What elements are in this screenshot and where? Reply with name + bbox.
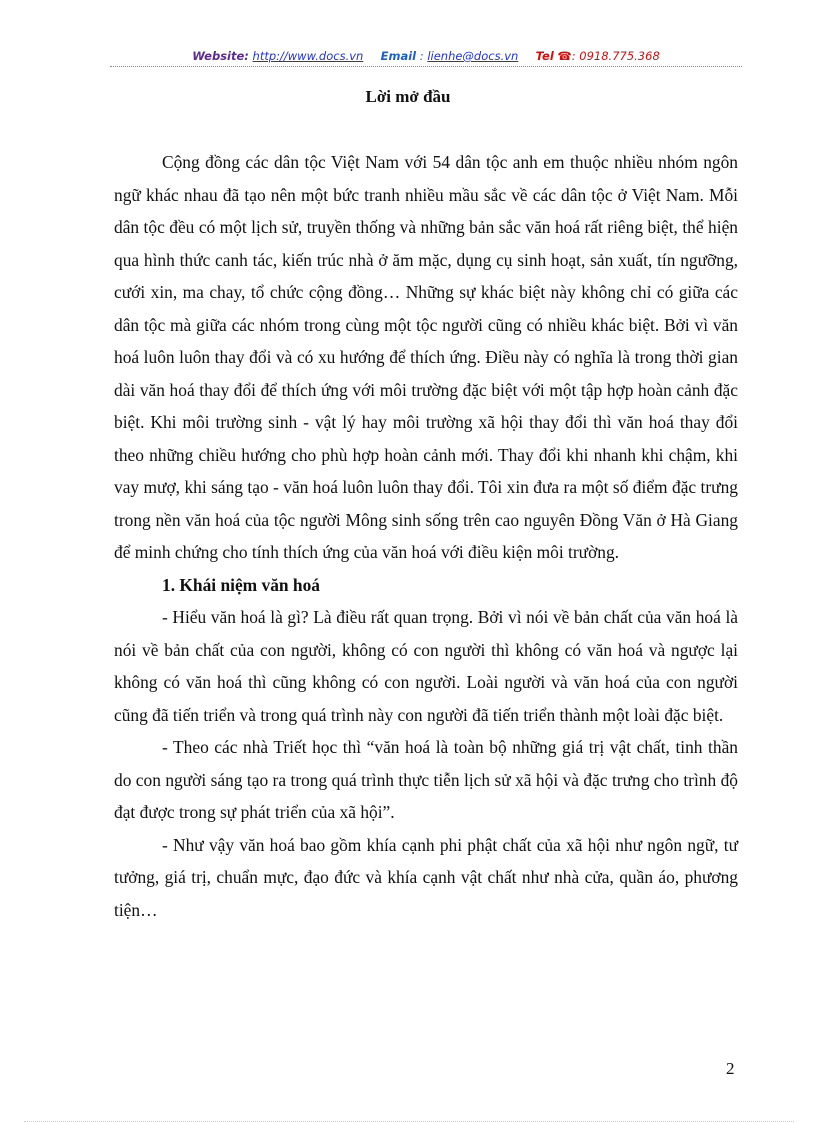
page-title: Lời mở đầu xyxy=(365,87,451,106)
website-label: Website: xyxy=(192,49,249,63)
email-label: Email xyxy=(380,49,417,63)
section-paragraph: - Hiểu văn hoá là gì? Là điều rất quan trọng. Bởi vì nói về bản chất của văn hoá là nói về bản chất của con người, không có con người thì không có văn hoá và ngược lại không có văn hoá thì cũng không có con người. Loài người và văn hoá của con người cũng đã tiến triển và trong quá trình này con người đã tiến triển thành một loài đặc biệt. xyxy=(114,607,738,725)
header-divider xyxy=(110,66,742,67)
email-link[interactable]: lienhe@docs.vn xyxy=(427,49,519,63)
intro-paragraph: Cộng đồng các dân tộc Việt Nam với 54 dân tộc anh em thuộc nhiều nhóm ngôn ngữ khác nhau đã tạo nên một bức tranh nhiều mầu sắc về các dân tộc ở Việt Nam. Mỗi dân tộc đều có một lịch sử, truyền thống và những bản sắc văn hoá rất riêng biệt, thể hiện qua hình thức canh tác, kiến trúc nhà ở ăm mặc, dụng cụ sinh hoạt, sản xuất, tín ngưỡng, cưới xin, ma chay, tổ chức cộng đồng… Những sự khác biệt này không chỉ có giữa các dân tộc mà giữa các nhóm trong cùng một tộc người cũng có nhiều khác biệt. Bởi vì văn hoá luôn luôn thay đổi và có xu hướng để thích ứng. Điều này có nghĩa là trong thời gian dài văn hoá thay đổi để thích ứng với môi trường đặc biệt với một tập hợp hoàn cảnh đặc biệt. Khi môi trường sinh - vật lý hay môi trường xã hội thay đổi thì văn hoá thay đổi theo những chiều hướng cho phù hợp hoàn cảnh mới. Thay đổi khi nhanh khi chậm, khi vay mượ, khi sáng tạo - văn hoá luôn luôn thay đổi. Tôi xin đưa ra một số điểm đặc trưng trong nền văn hoá của tộc người Mông sinh sống trên cao nguyên Đồng Văn ở Hà Giang để minh chứng cho tính thích ứng của văn hoá với điều kiện môi trường. xyxy=(114,152,738,562)
section-paragraph: - Như vậy văn hoá bao gồm khía cạnh phi phật chất của xã hội như ngôn ngữ, tư tưởng, giá trị, chuẩn mực, đạo đức và khía cạnh vật chất như nhà cửa, quần áo, phương tiện… xyxy=(114,834,738,920)
document-body xyxy=(114,146,738,926)
phone-icon: ☎ xyxy=(557,49,572,63)
section-paragraph: - Theo các nhà Triết học thì “văn hoá là toàn bộ những giá trị vật chất, tinh thần do con người sáng tạo ra trong quá trình thực tiễn lịch sử xã hội và đặc trưng cho trình độ đạt được trong sự phát triển của xã hội”. xyxy=(114,737,738,822)
tel-number: 0918.775.368 xyxy=(579,49,660,63)
page-number: 2 xyxy=(726,1059,735,1078)
tel-label: Tel xyxy=(535,49,554,63)
footer-divider xyxy=(24,1121,794,1122)
email-separator: : xyxy=(419,49,424,63)
website-link[interactable]: http://www.docs.vn xyxy=(252,49,364,63)
tel-separator: : xyxy=(571,49,576,63)
page-header xyxy=(110,47,742,67)
section-heading: 1. Khái niệm văn hoá xyxy=(162,574,320,595)
